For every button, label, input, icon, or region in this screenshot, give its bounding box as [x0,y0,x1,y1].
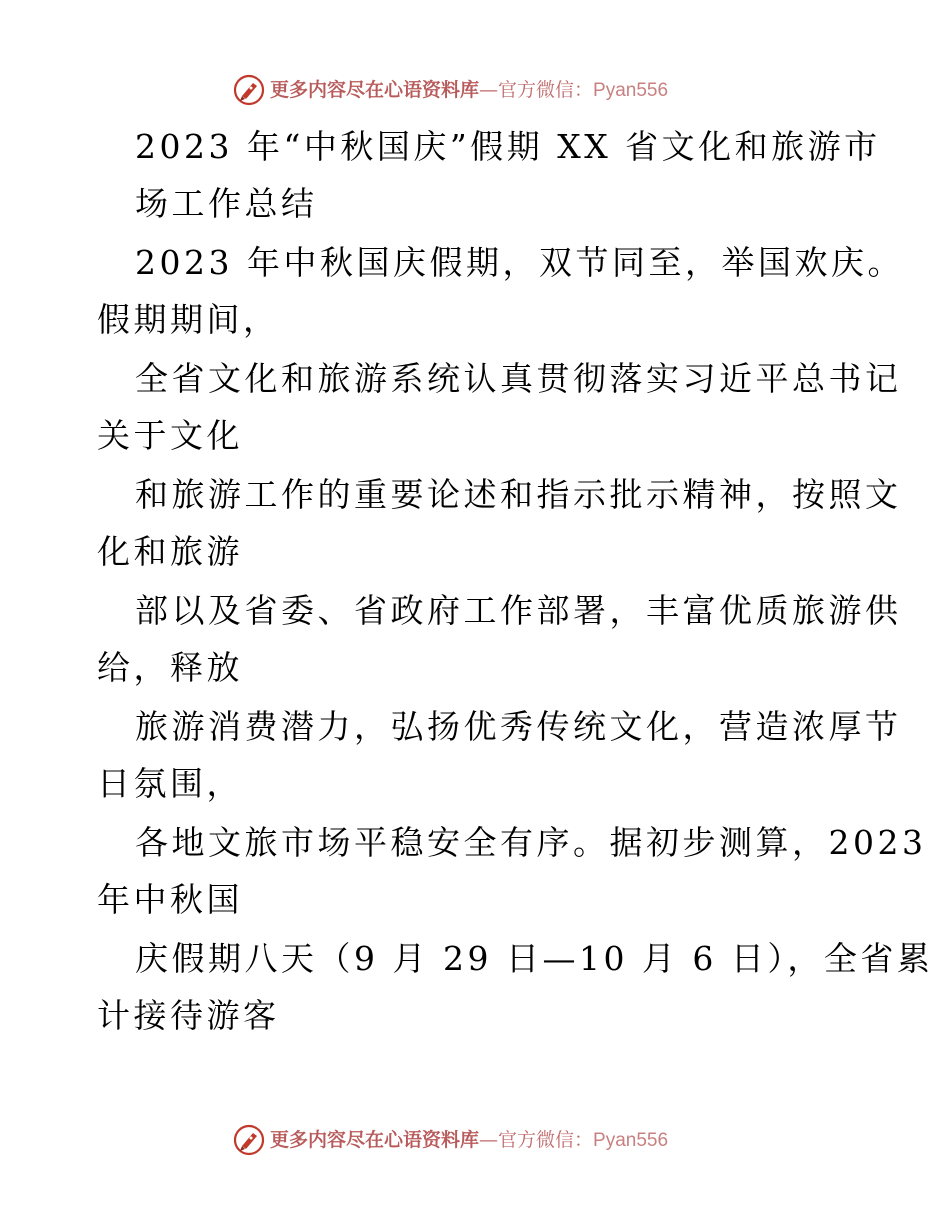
body-line: 化和旅游 [97,532,243,571]
footer-banner [0,1122,950,1158]
banner-wechat-label: 官方微信： [498,1129,594,1151]
pen-nib-icon [233,1124,265,1156]
banner-brand: 更多内容尽在心语资料库 [270,79,480,101]
body-line: 年中秋国 [97,880,243,919]
pen-nib-icon [233,74,265,106]
header-banner [0,72,950,108]
banner-wechat-label: 官方微信： [498,79,594,101]
body-line: 庆假期八天（9 月 29 日—10 月 6 日），全省累 [135,939,934,978]
body-line: 假期期间， [97,300,280,339]
document-title-line1: 2023 年“中秋国庆”假期 XX 省文化和旅游市 [135,127,881,166]
body-line: 旅游消费潜力，弘扬优秀传统文化，营造浓厚节 [135,707,902,746]
body-line: 日氛围， [97,764,243,803]
body-line: 部以及省委、省政府工作部署，丰富优质旅游供 [135,591,902,630]
banner-wechat-id: Pyan556 [593,1130,669,1151]
body-line: 全省文化和旅游系统认真贯彻落实习近平总书记 [135,359,902,398]
document-title-line2: 场工作总结 [135,184,318,223]
body-line: 2023 年中秋国庆假期，双节同至，举国欢庆。 [135,243,904,282]
banner-brand: 更多内容尽在心语资料库 [270,1129,480,1151]
banner-separator: — [479,1129,499,1151]
banner-text [270,77,668,104]
body-line: 各地文旅市场平稳安全有序。据初步测算，2023 [135,823,927,862]
body-line: 和旅游工作的重要论述和指示批示精神，按照文 [135,475,902,514]
body-line: 给，释放 [97,648,243,687]
body-line: 计接待游客 [97,996,280,1035]
body-line: 关于文化 [97,416,243,455]
banner-text [270,1127,668,1154]
banner-separator: — [479,79,499,101]
banner-wechat-id: Pyan556 [593,80,669,101]
